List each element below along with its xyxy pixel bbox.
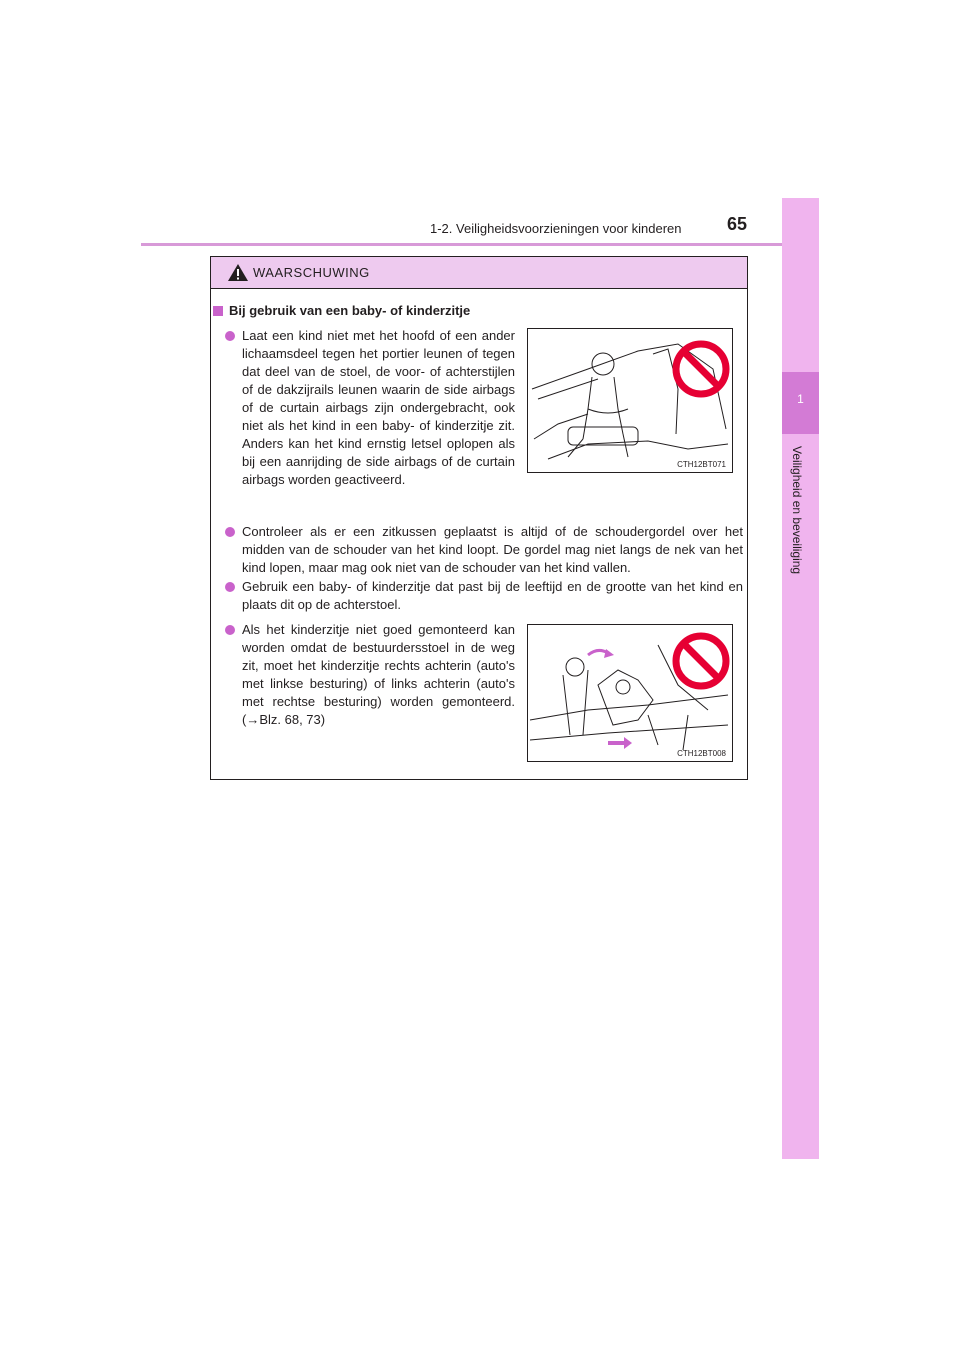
bullet-dot-icon xyxy=(225,625,235,635)
bullet-item xyxy=(225,621,515,729)
figure-driver-seat-interference xyxy=(527,624,733,762)
bullet-text: Controleer als er een zitkussen geplaatst is altijd of de schoudergordel over het midden van de schouder van het kind loopt. De gordel mag niet langs de nek van het kind lopen, maar mag ook niet van de schouder van het kind vallen. xyxy=(242,524,743,575)
bullet-text: Als het kinderzitje niet goed gemonteerd kan worden omdat de bestuurdersstoel in de weg zit, moet het kinderzitje rechts achterin (auto's met linkse besturing) of links achterin (auto's met rechtse besturing) worden gemonteerd. (→Blz. 68, 73) xyxy=(242,622,515,727)
child-booster-seat-illustration xyxy=(528,329,732,472)
bullet-dot-icon xyxy=(225,582,235,592)
page-number: 65 xyxy=(727,214,748,234)
chapter-number: 1 xyxy=(797,392,804,406)
figure-code: CTH12BT008 xyxy=(677,749,726,758)
header-rule xyxy=(141,243,818,246)
warning-triangle-icon xyxy=(227,263,249,282)
warning-header xyxy=(211,257,747,289)
bullet-dot-icon xyxy=(225,331,235,341)
section-title: 1-2. Veiligheidsvoorzieningen voor kinderen xyxy=(430,221,682,236)
subheading-text: Bij gebruik van een baby- of kinderzitje xyxy=(229,303,471,318)
bullet-text: Laat een kind niet met het hoofd of een ander lichaamsdeel tegen het portier leunen of tegen dat deel van de stoel, de voor- of achterstijlen of de dakzijrails leunen waarin de side airbags of de curtain airbags zijn ondergebracht, ook niet als het kind in een baby- of kinderzitje zit. Anders kan het kind ernstig letsel oplopen als bij een aanrijding de side airbags of de curtain airbags worden geactiveerd. xyxy=(242,328,515,487)
bullet-text: Gebruik een baby- of kinderzitje dat past bij de leeftijd en de grootte van het kind en plaats dit op de achterstoel. xyxy=(242,579,743,612)
prohibited-icon xyxy=(676,344,726,394)
figure-child-booster-seat xyxy=(527,328,733,473)
chapter-title: Veiligheid en beveiliging xyxy=(790,446,804,575)
square-bullet-icon xyxy=(213,306,223,316)
driver-seat-interference-illustration xyxy=(528,625,732,761)
bullet-item xyxy=(225,523,743,577)
prohibited-icon xyxy=(676,636,726,686)
bullet-dot-icon xyxy=(225,527,235,537)
bullet-item xyxy=(225,578,743,614)
bullet-item xyxy=(225,327,515,489)
warning-title: WAARSCHUWING xyxy=(253,265,370,280)
chapter-side-tab xyxy=(782,198,819,1159)
warning-box xyxy=(210,256,748,780)
warning-subheading xyxy=(213,303,470,318)
figure-code: CTH12BT071 xyxy=(677,460,726,469)
